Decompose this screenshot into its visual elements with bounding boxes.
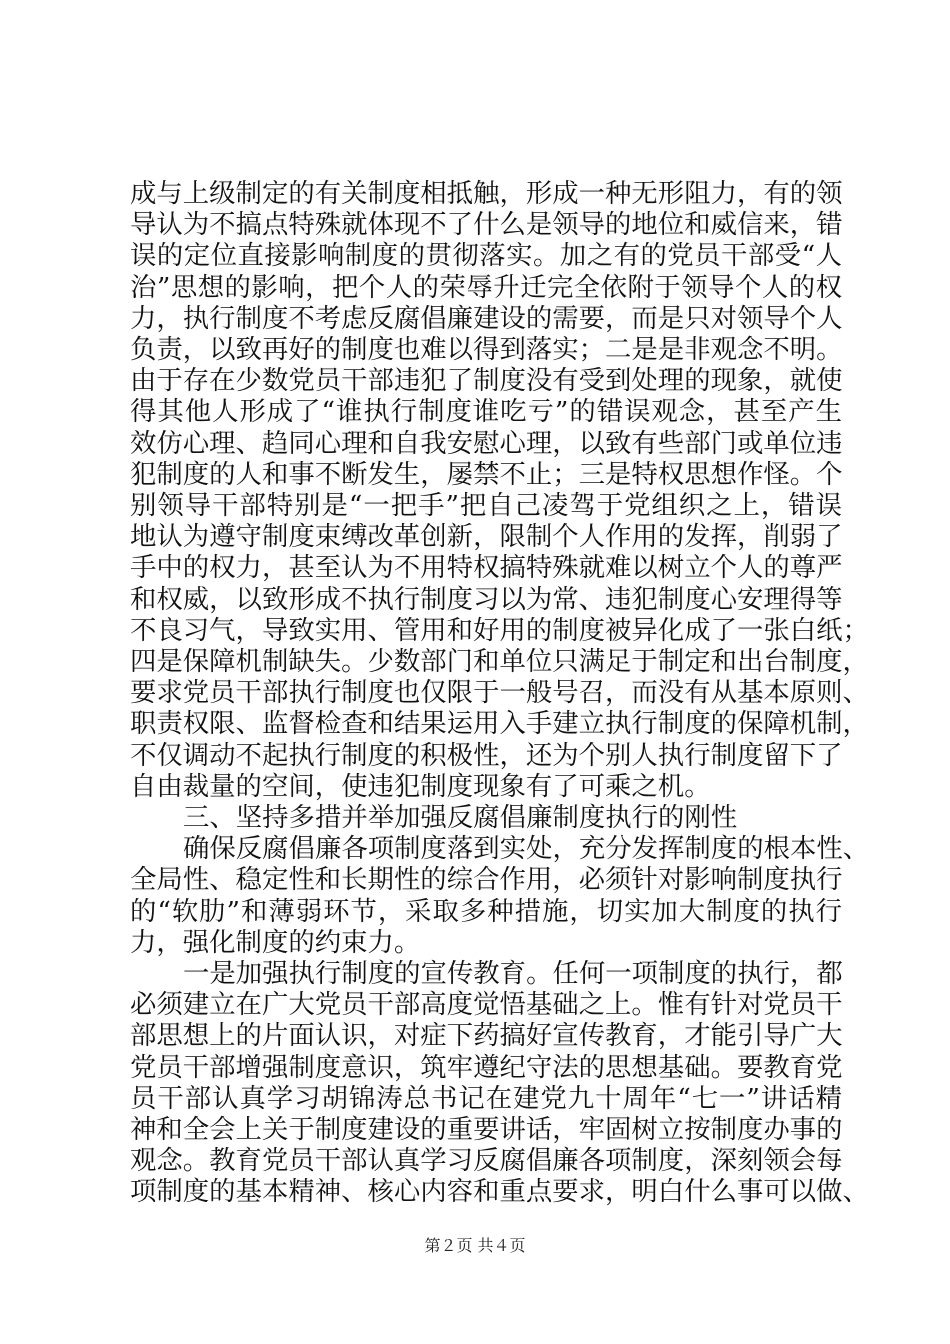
text-line: 地认为遵守制度束缚改革创新，限制个人作用的发挥，削弱了 xyxy=(130,521,843,553)
text-line: 力，执行制度不考虑反腐倡廉建设的需要，而是只对领导个人 xyxy=(130,302,843,334)
text-line: 神和全会上关于制度建设的重要讲话，牢固树立按制度办事的 xyxy=(130,1114,843,1145)
text-line: 一是加强执行制度的宣传教育。任何一项制度的执行，都 xyxy=(183,958,843,989)
text-line: 别领导干部特别是“一把手”把自己凌驾于党组织之上，错误 xyxy=(130,490,842,521)
text-line: 项制度的基本精神、核心内容和重点要求，明白什么事可以做、 xyxy=(130,1176,869,1208)
text-line: 效仿心理、趋同心理和自我安慰心理，以致有些部门或单位违 xyxy=(130,427,843,459)
section-heading: 三、坚持多措并举加强反腐倡廉制度执行的刚性 xyxy=(183,802,738,833)
text-line: 确保反腐倡廉各项制度落到实处，充分发挥制度的根本性、 xyxy=(183,833,870,865)
text-line: 手中的权力，甚至认为不用特权搞特殊就难以树立个人的尊严 xyxy=(130,552,843,584)
text-line: 要求党员干部执行制度也仅限于一般号召，而没有从基本原则、 xyxy=(130,677,869,709)
text-line: 不仅调动不起执行制度的积极性，还为个别人执行制度留下了 xyxy=(130,739,843,771)
text-line: 员干部认真学习胡锦涛总书记在建党九十周年“七一”讲话精 xyxy=(130,1082,842,1114)
text-line: 由于存在少数党员干部违犯了制度没有受到处理的现象，就使 xyxy=(130,365,843,397)
text-line: 治”思想的影响，把个人的荣辱升迁完全依附于领导个人的权 xyxy=(130,271,842,303)
text-line: 必须建立在广大党员干部高度觉悟基础之上。惟有针对党员干 xyxy=(130,989,843,1021)
text-line: 力，强化制度的约束力。 xyxy=(130,926,421,958)
text-line: 误的定位直接影响制度的贯彻落实。加之有的党员干部受“人 xyxy=(130,240,842,272)
page-footer: 第２页 共４页 xyxy=(424,1236,526,1255)
text-line: 的“软肋”和薄弱环节，采取多种措施，切实加大制度的执行 xyxy=(130,895,842,927)
text-line: 得其他人形成了“谁执行制度谁吃亏”的错误观念，甚至产生 xyxy=(130,396,842,428)
text-line: 导认为不搞点特殊就体现不了什么是领导的地位和威信来，错 xyxy=(130,209,843,241)
text-line: 负责，以致再好的制度也难以得到落实；二是是非观念不明。 xyxy=(130,334,843,365)
text-line: 自由裁量的空间，使违犯制度现象有了可乘之机。 xyxy=(130,770,711,802)
text-line: 部思想上的片面认识，对症下药搞好宣传教育，才能引导广大 xyxy=(130,1020,843,1052)
text-line: 全局性、稳定性和长期性的综合作用，必须针对影响制度执行 xyxy=(130,864,843,896)
text-line: 四是保障机制缺失。少数部门和单位只满足于制定和出台制度， xyxy=(130,646,869,677)
text-line: 不良习气，导致实用、管用和好用的制度被异化成了一张白纸； xyxy=(130,614,869,646)
text-line: 和权威，以致形成不执行制度习以为常、违犯制度心安理得等 xyxy=(130,583,843,615)
text-line: 职责权限、监督检查和结果运用入手建立执行制度的保障机制， xyxy=(130,708,869,740)
text-line: 党员干部增强制度意识，筑牢遵纪守法的思想基础。要教育党 xyxy=(130,1051,843,1083)
text-line: 犯制度的人和事不断发生，屡禁不止；三是特权思想作怪。个 xyxy=(130,458,843,490)
text-line: 观念。教育党员干部认真学习反腐倡廉各项制度，深刻领会每 xyxy=(130,1145,843,1177)
text-line: 成与上级制定的有关制度相抵触，形成一种无形阻力，有的领 xyxy=(130,178,843,209)
